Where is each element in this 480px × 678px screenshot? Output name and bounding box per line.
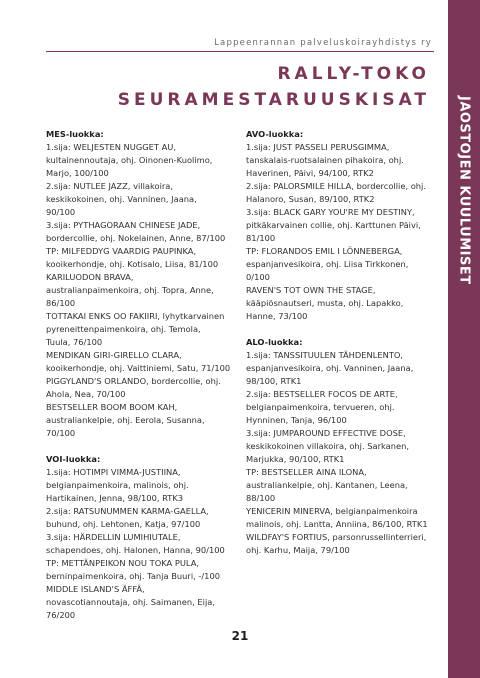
result-line: 76/200 bbox=[46, 610, 76, 620]
page-number: 21 bbox=[231, 629, 249, 643]
result-line: MENDIKAN GIRI-GIRELLO CLARA, bbox=[46, 350, 182, 360]
section-heading-voi: VOI-luokka: bbox=[46, 454, 101, 464]
result-line: 3.sija: HÄRDELLIN LUMIHIUTALE, bbox=[46, 532, 181, 542]
result-line: WILDFAY'S FORTIUS, parsonrussellinterrieri, bbox=[246, 532, 427, 542]
result-line: 1.sija: JUST PASSELI PERUSGIMMA, bbox=[246, 142, 390, 152]
result-line: 0/100 bbox=[246, 272, 270, 282]
result-line: schapendoes, ohj. Halonen, Hanna, 90/100 bbox=[46, 545, 225, 555]
section-heading-alo: ALO-luokka: bbox=[246, 337, 303, 347]
result-line: Ahola, Nea, 70/100 bbox=[46, 389, 126, 399]
result-line: 2.sija: BESTSELLER FOCOS DE ARTE, bbox=[246, 389, 398, 399]
result-line: australiankelpie, ohj. Kantanen, Leena, bbox=[246, 480, 408, 490]
result-line: kooikerhondje, ohj. Vaittiniemi, Satu, 71/100 bbox=[46, 363, 231, 373]
result-line: 1.sija: WELJESTEN NUGGET AU, bbox=[46, 142, 177, 152]
result-line: 3.sija: BLACK GARY YOU'RE MY DESTINY, bbox=[246, 207, 415, 217]
result-line: novascotiannoutaja, ohj. Saimanen, Eija, bbox=[46, 597, 215, 607]
result-line: malinois, ohj. Lantta, Anniina, 86/100, RTK1 bbox=[246, 519, 428, 529]
result-line: bordercollie, ohj. Nokelainen, Anne, 87/100 bbox=[46, 233, 226, 243]
result-line: 70/100 bbox=[46, 428, 76, 438]
result-line: TP: BESTSELLER AINA ILONA, bbox=[246, 467, 367, 477]
result-line: Haverinen, Päivi, 94/100, RTK2 bbox=[246, 168, 374, 178]
page-title-line2: SEURAMESTARUUSKISAT bbox=[117, 90, 430, 110]
result-line: 2.sija: RATSUNUMMEN KARMA-GAELLA, bbox=[46, 506, 209, 516]
result-line: buhund, ohj. Lehtonen, Katja, 97/100 bbox=[46, 519, 201, 529]
result-line: TP: MILFEDDYG VAARDIG PAUPINKA, bbox=[46, 246, 197, 256]
result-line: 3.sija: PYTHAGORAAN CHINESE JADE, bbox=[46, 220, 201, 230]
result-line: 1.sija: TANSSITUULEN TÄHDENLENTO, bbox=[246, 350, 404, 360]
result-line: 86/100 bbox=[46, 298, 76, 308]
result-line: kultainennoutaja, ohj. Oinonen-Kuolimo, bbox=[46, 155, 213, 165]
result-line: ohj. Karhu, Maija, 79/100 bbox=[246, 545, 350, 555]
result-line: australiankelpie, ohj. Eerola, Susanna, bbox=[46, 415, 205, 425]
section-body-alo bbox=[246, 349, 432, 557]
result-line: keskikokoinen villakoira, ohj. Sarkanen, bbox=[246, 441, 410, 451]
result-line: 88/100 bbox=[246, 493, 276, 503]
right-column bbox=[246, 128, 432, 557]
result-line: keskikokoinen, ohj. Vanninen, Jaana, bbox=[46, 194, 197, 204]
result-line: espanjanvesikoira, ohj. Liisa Tirkkonen, bbox=[246, 259, 409, 269]
result-line: TOTTAKAI ENKS OO FAKIIRI, lyhytkarvainen bbox=[46, 311, 225, 321]
result-line: Hynninen, Tanja, 96/100 bbox=[246, 415, 347, 425]
organization-header: Lappeenrannan palveluskoirayhdistys ry bbox=[214, 38, 432, 48]
result-line: BESTSELLER BOOM BOOM KAH, bbox=[46, 402, 178, 412]
result-line: KARILUODON BRAVA, bbox=[46, 272, 134, 282]
result-line: Hanne, 73/100 bbox=[246, 311, 308, 321]
result-line: belgianpaimenkoira, tervueren, ohj. bbox=[246, 402, 395, 412]
result-line: RAVEN'S TOT OWN THE STAGE, bbox=[246, 285, 376, 295]
result-line: kooikerhondje, ohj. Kotisalo, Liisa, 81/100 bbox=[46, 259, 219, 269]
section-body-mes bbox=[46, 141, 236, 440]
result-line: YENICERIN MINERVA, belgianpaimenkoira bbox=[246, 506, 418, 516]
result-line: 98/100, RTK1 bbox=[246, 376, 302, 386]
result-line: kääpiösnautseri, musta, ohj. Lapakko, bbox=[246, 298, 404, 308]
result-line: Marjukka, 90/100, RTK1 bbox=[246, 454, 345, 464]
result-line: espanjanvesikoira, ohj. Vanninen, Jaana, bbox=[246, 363, 414, 373]
result-line: TP: FLORANDOS EMIL I LÖNNEBERGA, bbox=[246, 246, 403, 256]
header-divider bbox=[46, 51, 434, 52]
result-line: Tuula, 76/100 bbox=[46, 337, 103, 347]
result-line: 3.sija: JUMPAROUND EFFECTIVE DOSE, bbox=[246, 428, 406, 438]
section-heading-avo: AVO-luokka: bbox=[246, 129, 304, 139]
result-line: Halanoro, Susan, 89/100, RTK2 bbox=[246, 194, 375, 204]
result-line: 81/100 bbox=[246, 233, 276, 243]
result-line: 1.sija: HOTIMPI VIMMA-JUSTIINA, bbox=[46, 467, 181, 477]
result-line: 2.sija: NUTLEE JAZZ, villakoira, bbox=[46, 181, 174, 191]
result-line: pitkäkarvainen collie, ohj. Karttunen Päivi, bbox=[246, 220, 421, 230]
section-tab bbox=[448, 70, 480, 310]
section-heading-mes: MES-luokka: bbox=[46, 129, 104, 139]
section-tab-label: JAOSTOJEN KUULUMISET bbox=[456, 95, 472, 285]
result-line: berninpaimenkoira, ohj. Tanja Buuri, -/100 bbox=[46, 571, 221, 581]
section-body-avo bbox=[246, 141, 432, 323]
result-line: pyreneittenpaimenkoira, ohj. Temola, bbox=[46, 324, 201, 334]
result-line: belgianpaimenkoira, malinois, ohj. bbox=[46, 480, 189, 490]
page-title-line1: RALLY-TOKO bbox=[277, 64, 430, 84]
result-line: PIGGYLAND'S ORLANDO, bordercollie, ohj. bbox=[46, 376, 221, 386]
section-body-voi bbox=[46, 466, 236, 622]
result-line: MIDDLE ISLAND'S ÄFFÄ, bbox=[46, 584, 145, 594]
result-line: tanskalais-ruotsalainen pihakoira, ohj. bbox=[246, 155, 404, 165]
result-line: australianpaimenkoira, ohj. Topra, Anne, bbox=[46, 285, 214, 295]
result-line: 90/100 bbox=[46, 207, 76, 217]
result-line: TP: METTÄNPEIKON NOU TOKA PULA, bbox=[46, 558, 200, 568]
result-line: 2.sija: PALORSMILE HILLA, bordercollie, ohj. bbox=[246, 181, 426, 191]
result-line: Marjo, 100/100 bbox=[46, 168, 109, 178]
left-column bbox=[46, 128, 236, 622]
result-line: Hartikainen, Jenna, 98/100, RTK3 bbox=[46, 493, 184, 503]
